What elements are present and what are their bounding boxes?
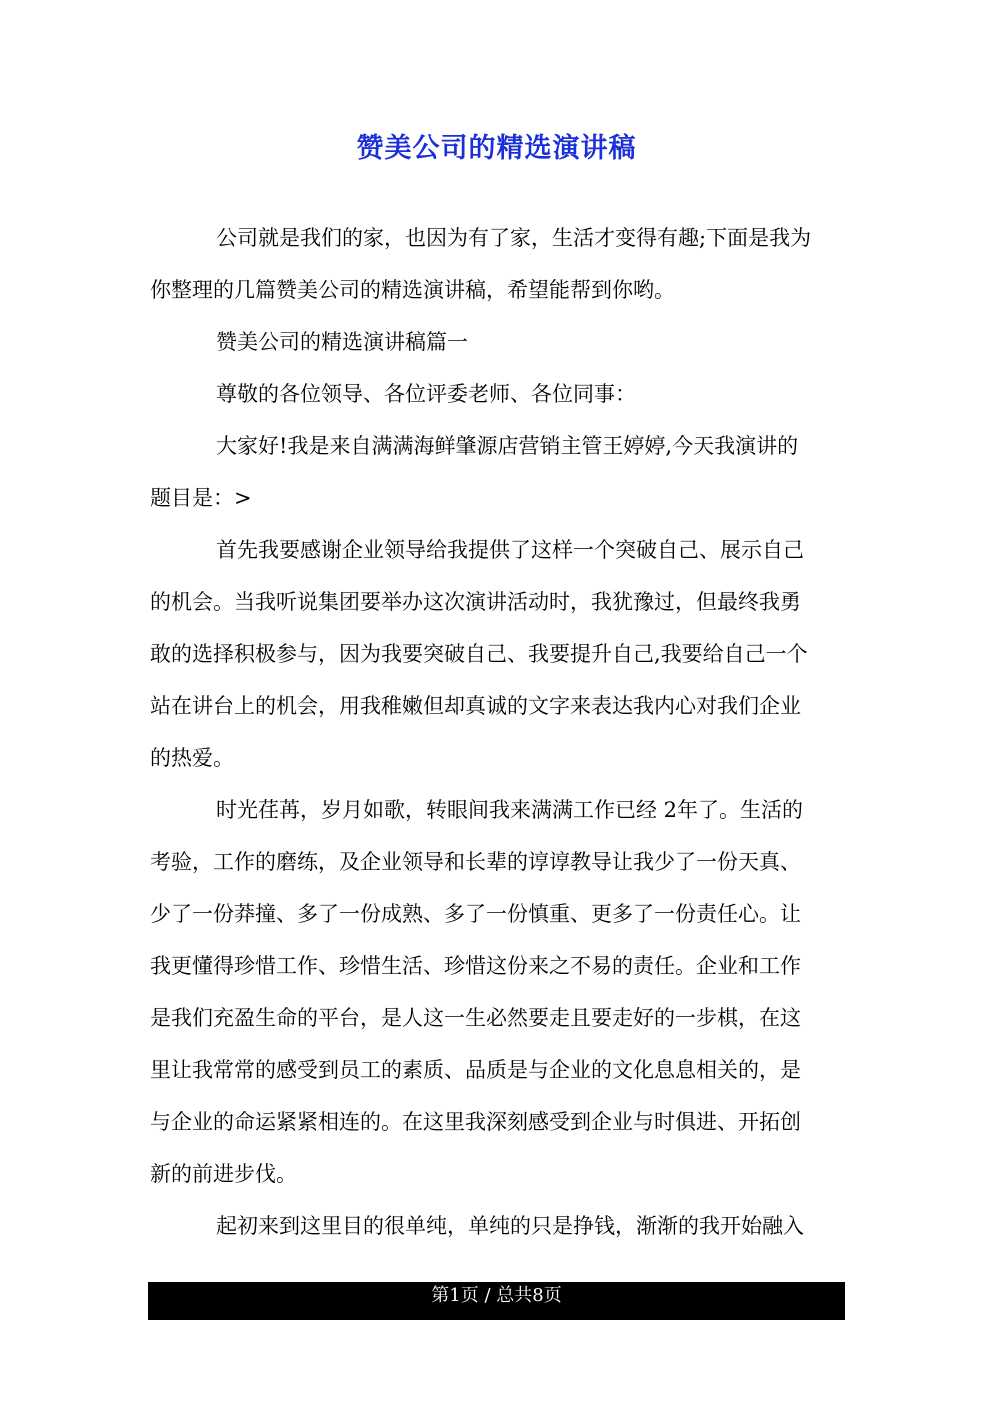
section-heading: 赞美公司的精选演讲稿篇一 bbox=[216, 330, 468, 354]
paragraph-line: 的热爱。 bbox=[150, 746, 234, 770]
salutation-line: 尊敬的各位领导、各位评委老师、各位同事： bbox=[216, 382, 636, 406]
paragraph-line: 站在讲台上的机会，用我稚嫩但却真诚的文字来表达我内心对我们企业 bbox=[150, 694, 801, 718]
paragraph-line: 起初来到这里目的很单纯，单纯的只是挣钱，渐渐的我开始融入 bbox=[216, 1214, 804, 1238]
paragraph-line: 考验，工作的磨练，及企业领导和长辈的谆谆教导让我少了一份天真、 bbox=[150, 850, 801, 874]
paragraph-line: 与企业的命运紧紧相连的。在这里我深刻感受到企业与时俱进、开拓创 bbox=[150, 1110, 801, 1134]
paragraph-line: 时光荏苒，岁月如歌，转眼间我来满满工作已经 2年了。生活的 bbox=[216, 798, 804, 822]
paragraph-line: 你整理的几篇赞美公司的精选演讲稿，希望能帮到你哟。 bbox=[150, 278, 675, 302]
paragraph-line: 新的前进步伐。 bbox=[150, 1162, 297, 1186]
paragraph-line: 的机会。当我听说集团要举办这次演讲活动时，我犹豫过，但最终我勇 bbox=[150, 590, 801, 614]
document-title: 赞美公司的精选演讲稿 bbox=[356, 133, 637, 164]
paragraph-line: 题目是：> bbox=[150, 486, 252, 510]
paragraph-line: 我更懂得珍惜工作、珍惜生活、珍惜这份来之不易的责任。企业和工作 bbox=[150, 954, 801, 978]
paragraph-line: 少了一份莽撞、多了一份成熟、多了一份慎重、更多了一份责任心。让 bbox=[150, 902, 801, 926]
paragraph-line: 首先我要感谢企业领导给我提供了这样一个突破自己、展示自己 bbox=[216, 538, 804, 562]
page-footer bbox=[148, 1282, 845, 1320]
paragraph-line: 公司就是我们的家，也因为有了家，生活才变得有趣;下面是我为 bbox=[216, 226, 812, 250]
paragraph-line: 敢的选择积极参与，因为我要突破自己、我要提升自己,我要给自己一个 bbox=[150, 642, 808, 666]
paragraph-line: 是我们充盈生命的平台，是人这一生必然要走且要走好的一步棋，在这 bbox=[150, 1006, 801, 1030]
page-number-label: 第1页 / 总共8页 bbox=[431, 1285, 562, 1306]
paragraph-line: 大家好!我是来自满满海鲜肇源店营销主管王婷婷,今天我演讲的 bbox=[216, 434, 799, 458]
paragraph-line: 里让我常常的感受到员工的素质、品质是与企业的文化息息相关的，是 bbox=[150, 1058, 801, 1082]
